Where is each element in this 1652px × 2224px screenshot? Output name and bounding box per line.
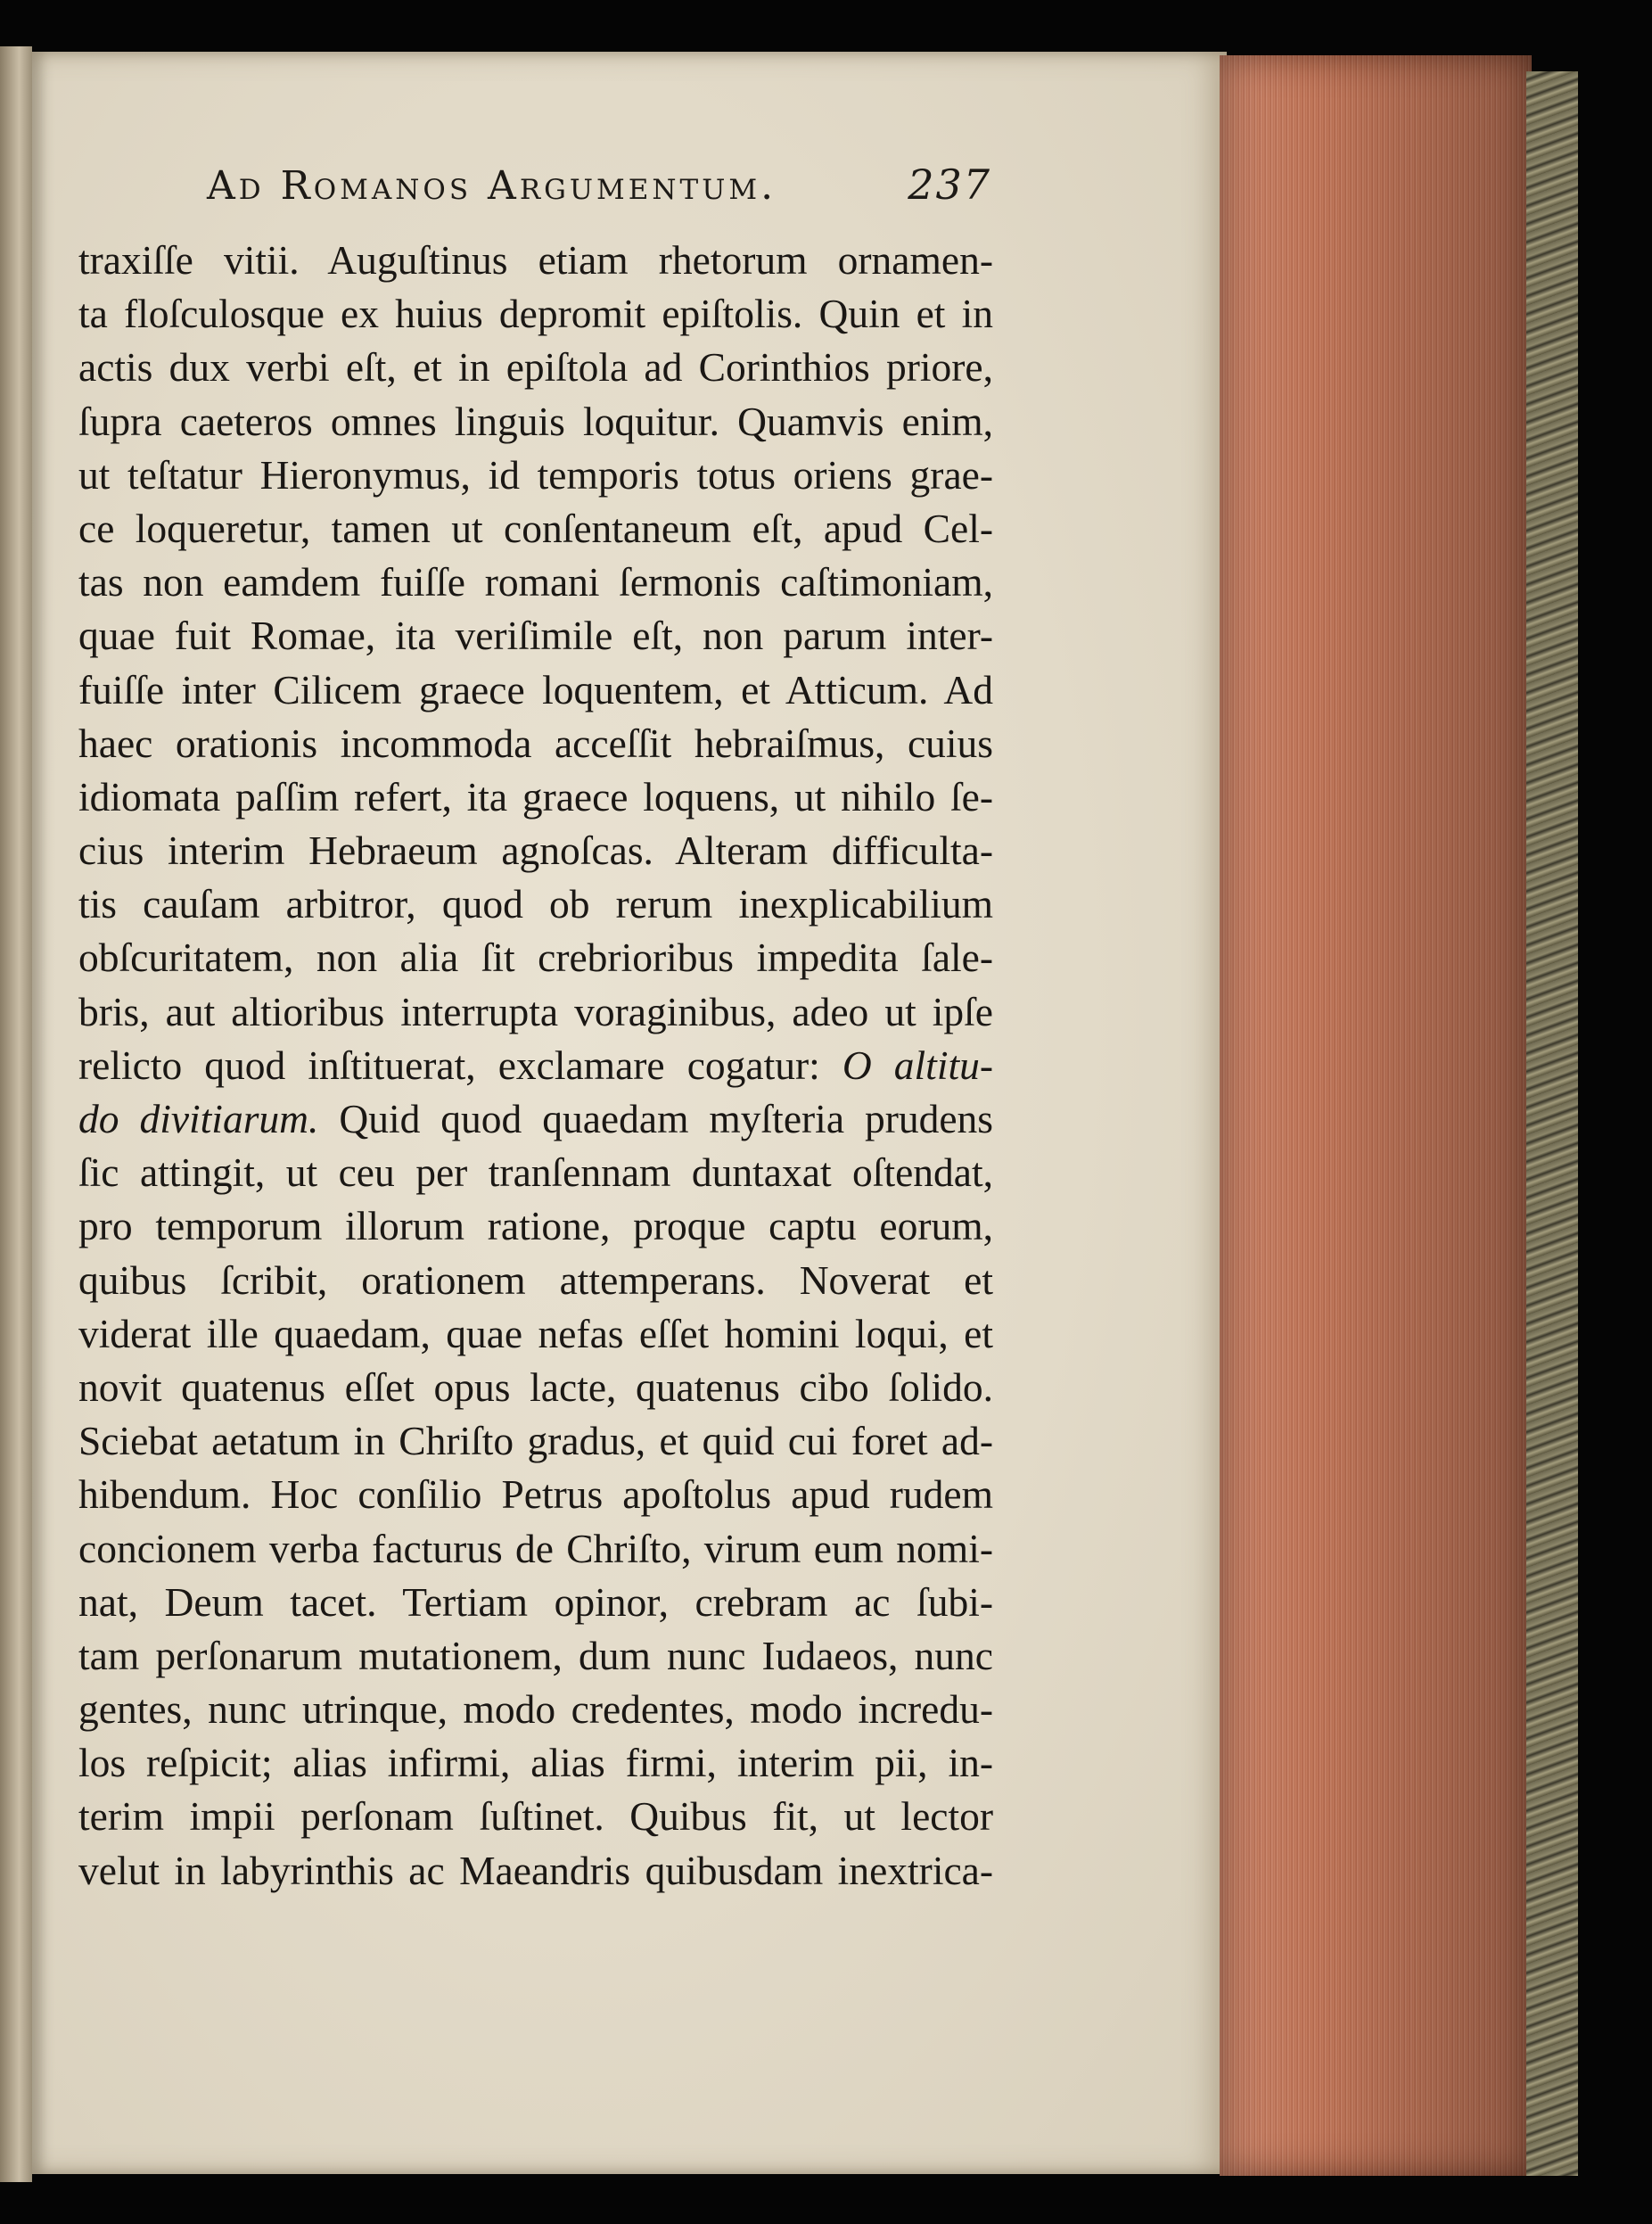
text-line-with-italic bbox=[78, 1039, 993, 1092]
book-cover-edge bbox=[1526, 71, 1578, 2176]
text-line: novit quatenus eſſet opus lacte, quatenus cibo ſolido. bbox=[78, 1363, 993, 1410]
text-line: nat, Deum tacet. Tertiam opinor, crebram ac ſubi- bbox=[78, 1578, 993, 1625]
text-line: terim impii perſonam ſuſtinet. Quibus fit, ut lector bbox=[78, 1793, 993, 1840]
text-line: actis dux verbi eſt, et in epiſtola ad Corinthios priore, bbox=[78, 344, 993, 391]
text-line: obſcuritatem, non alia ſit crebrioribus impedita ſale- bbox=[78, 935, 993, 981]
text-line: bris, aut altioribus interrupta voraginibus, adeo ut ipſe bbox=[78, 988, 993, 1034]
page-number: 237 bbox=[908, 161, 991, 209]
text-segment: Quid quod quaedam myſteria prudens bbox=[318, 1096, 994, 1141]
page-fore-edge bbox=[1220, 55, 1532, 2176]
text-line: hibendum. Hoc conſilio Petrus apoſtolus apud rudem bbox=[78, 1471, 993, 1518]
text-line: concionem verba facturus de Chriſto, virum eum nomi- bbox=[78, 1525, 993, 1571]
text-line: ſupra caeteros omnes linguis loquitur. Quamvis enim, bbox=[78, 398, 993, 444]
running-head bbox=[207, 161, 991, 209]
text-line: ut teſtatur Hieronymus, id temporis totus oriens grae- bbox=[78, 451, 993, 498]
text-line: ce loqueretur, tamen ut conſentaneum eſt, apud Cel- bbox=[78, 505, 993, 551]
previous-page-edge bbox=[0, 46, 32, 2182]
text-line: quae fuit Romae, ita veriſimile eſt, non parum inter- bbox=[78, 613, 993, 659]
running-title: Ad Romanos Argumentum. bbox=[207, 163, 777, 209]
text-line: Sciebat aetatum in Chriſto gradus, et quid cui foret ad- bbox=[78, 1418, 993, 1464]
text-line: cius interim Hebraeum agnoſcas. Alteram difficulta- bbox=[78, 828, 993, 874]
italic-text: O altitu- bbox=[842, 1042, 994, 1088]
text-line: quibus ſcribit, orationem attemperans. Noverat et bbox=[78, 1256, 993, 1303]
text-line-with-italic bbox=[78, 1092, 993, 1146]
text-line: pro temporum illorum ratione, proque captu eorum, bbox=[78, 1203, 993, 1249]
text-line: gentes, nunc utrinque, modo credentes, modo incredu- bbox=[78, 1686, 993, 1733]
text-line: viderat ille quaedam, quae nefas eſſet homini loqui, et bbox=[78, 1310, 993, 1356]
text-line: fuiſſe inter Cilicem graece loquentem, et Atticum. Ad bbox=[78, 666, 993, 713]
text-line: idiomata paſſim refert, ita graece loquens, ut nihilo ſe- bbox=[78, 773, 993, 820]
text-line: tis cauſam arbitror, quod ob rerum inexplicabilium bbox=[78, 881, 993, 927]
text-line: ta floſculosque ex huius depromit epiſtolis. Quin et in bbox=[78, 291, 993, 337]
text-line: ſic attingit, ut ceu per tranſennam duntaxat oſtendat, bbox=[78, 1149, 993, 1196]
body-text bbox=[78, 234, 993, 1898]
text-line: tas non eamdem fuiſſe romani ſermonis caſtimoniam, bbox=[78, 559, 993, 605]
italic-text: do divitiarum. bbox=[78, 1096, 319, 1141]
text-line: haec orationis incommoda acceſſit hebraiſmus, cuius bbox=[78, 720, 993, 766]
text-line: tam perſonarum mutationem, dum nunc Iudaeos, nunc bbox=[78, 1632, 993, 1678]
text-segment: relicto quod inſtituerat, exclamare cogatur: bbox=[78, 1042, 820, 1088]
text-line: traxiſſe vitii. Auguſtinus etiam rhetorum ornamen- bbox=[78, 237, 993, 283]
text-line: los reſpicit; alias infirmi, alias firmi, interim pii, in- bbox=[78, 1740, 993, 1786]
text-line: velut in labyrinthis ac Maeandris quibusdam inextrica- bbox=[78, 1847, 993, 1893]
